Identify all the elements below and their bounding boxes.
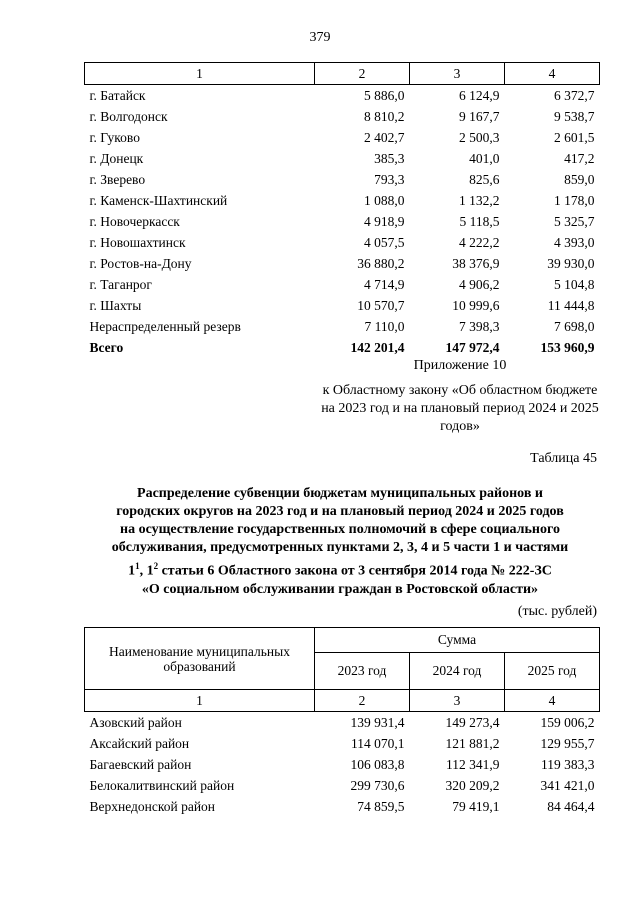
column-number: 1 <box>85 690 315 712</box>
row-value-cell: 2 601,5 <box>554 129 595 145</box>
table-row <box>85 316 600 337</box>
row-value-cell: 114 070,1 <box>351 735 405 751</box>
table-number: Таблица 45 <box>530 451 597 466</box>
title-line: городских округов на 2023 год и на плановый период 2024 и 2025 годов <box>116 504 564 519</box>
row-name-cell: Азовский район <box>89 714 182 730</box>
table-row <box>85 712 600 734</box>
title-line: Распределение субвенции бюджетам муниципальных районов и <box>137 486 543 501</box>
table-row <box>85 106 600 127</box>
table-row <box>85 274 600 295</box>
row-value-cell: 139 931,4 <box>350 714 405 730</box>
column-number: 2 <box>315 63 410 85</box>
row-name-cell: Белокалитвинский район <box>89 777 235 793</box>
column-header-sum: Сумма <box>315 628 600 653</box>
row-name-cell: Верхнедонской район <box>89 798 216 814</box>
table-row <box>85 775 600 796</box>
column-header-year: 2024 год <box>410 653 505 690</box>
column-number: 1 <box>85 63 315 85</box>
row-value-cell: 8 810,2 <box>364 108 405 124</box>
row-value-cell: 119 383,3 <box>541 756 595 772</box>
title-superscript: 1 <box>135 561 140 571</box>
column-number: 4 <box>505 63 600 85</box>
row-value-cell: 7 110,0 <box>364 318 405 334</box>
table-row <box>85 148 600 169</box>
row-value-cell: 6 372,7 <box>554 87 595 103</box>
table-row <box>85 211 600 232</box>
row-name-cell: г. Донецк <box>89 150 144 166</box>
total-2024: 147 972,4 <box>445 339 500 355</box>
title-text: , 1 <box>139 563 154 579</box>
table-header-row <box>85 63 600 85</box>
table-row <box>85 796 600 817</box>
row-value-cell: 11 444,8 <box>547 297 595 313</box>
row-value-cell: 7 698,0 <box>554 318 595 334</box>
row-value-cell: 1 178,0 <box>554 192 595 208</box>
row-value-cell: 10 570,7 <box>357 297 405 313</box>
row-value-cell: 129 955,7 <box>540 735 595 751</box>
column-header-year: 2025 год <box>505 653 600 690</box>
row-value-cell: 7 398,3 <box>459 318 500 334</box>
table-row <box>85 733 600 754</box>
column-header-year: 2023 год <box>315 653 410 690</box>
title-line: обслуживания, предусмотренных пунктами 2, 3, 4 и 5 части 1 и частями <box>111 540 569 555</box>
row-value-cell: 4 918,9 <box>364 213 405 229</box>
row-name-cell: г. Каменск-Шахтинский <box>89 192 228 208</box>
row-value-cell: 4 057,5 <box>364 234 405 250</box>
row-value-cell: 385,3 <box>374 150 405 166</box>
row-value-cell: 149 273,4 <box>445 714 500 730</box>
row-name-cell: г. Батайск <box>89 87 146 103</box>
row-value-cell: 417,2 <box>564 150 595 166</box>
row-value-cell: 112 341,9 <box>446 756 500 772</box>
row-value-cell: 320 209,2 <box>445 777 500 793</box>
title-text: 1 <box>128 563 136 579</box>
row-value-cell: 5 325,7 <box>554 213 595 229</box>
row-name-cell: г. Шахты <box>89 297 142 313</box>
row-value-cell: 6 124,9 <box>459 87 500 103</box>
row-name-cell: г. Волгодонск <box>89 108 168 124</box>
row-value-cell: 10 999,6 <box>452 297 500 313</box>
row-value-cell: 106 083,8 <box>350 756 405 772</box>
row-name-cell: г. Новошахтинск <box>89 234 186 250</box>
row-value-cell: 84 464,4 <box>547 798 595 814</box>
column-number: 3 <box>410 690 505 712</box>
row-value-cell: 4 714,9 <box>364 276 405 292</box>
column-header-name: Наименование муниципальных образований <box>85 628 315 690</box>
row-value-cell: 4 906,2 <box>459 276 500 292</box>
table-row <box>85 754 600 775</box>
row-value-cell: 38 376,9 <box>452 255 500 271</box>
row-value-cell: 793,3 <box>374 171 405 187</box>
row-value-cell: 859,0 <box>564 171 595 187</box>
subvention-table <box>84 627 600 817</box>
row-name-cell: г. Ростов-на-Дону <box>89 255 192 271</box>
row-value-cell: 341 421,0 <box>540 777 595 793</box>
total-2025: 153 960,9 <box>540 339 595 355</box>
page-number: 379 <box>309 30 331 45</box>
row-value-cell: 39 930,0 <box>547 255 595 271</box>
units-label: (тыс. рублей) <box>517 604 597 619</box>
row-value-cell: 1 088,0 <box>364 192 405 208</box>
row-value-cell: 299 730,6 <box>350 777 405 793</box>
row-value-cell: 121 881,2 <box>445 735 500 751</box>
title-superscript: 2 <box>153 561 159 571</box>
title-line <box>70 557 610 581</box>
row-name-cell: Аксайский район <box>89 735 190 751</box>
column-number: 4 <box>505 690 600 712</box>
table-row <box>85 127 600 148</box>
appendix-subtitle: к Областному закону «Об областном бюджете на 2023 год и на плановый период 2024 и 2025 годов» <box>321 383 599 434</box>
row-value-cell: 159 006,2 <box>540 714 595 730</box>
title-text: статьи 6 Областного закона от 3 сентября 2014 года № 222-ЗС <box>158 563 552 579</box>
table-row <box>85 295 600 316</box>
row-value-cell: 2 402,7 <box>364 129 405 145</box>
row-value-cell: 401,0 <box>469 150 500 166</box>
row-name-cell: г. Гуково <box>89 129 140 145</box>
row-name-cell: г. Таганрог <box>89 276 152 292</box>
appendix-title: Приложение 10 <box>413 358 507 373</box>
total-label: Всего <box>89 339 124 355</box>
title-line: «О социальном обслуживании граждан в Ростовской области» <box>141 581 539 597</box>
title-line: на осуществление государственных полномочий в сфере социального <box>120 522 560 537</box>
table-row <box>85 190 600 211</box>
row-value-cell: 79 419,1 <box>452 798 500 814</box>
table-row <box>85 253 600 274</box>
total-row <box>85 337 600 358</box>
table-row <box>85 232 600 253</box>
row-value-cell: 4 393,0 <box>554 234 595 250</box>
row-value-cell: 1 132,2 <box>459 192 500 208</box>
row-name-cell: Багаевский район <box>89 756 192 772</box>
row-name-cell: г. Зверево <box>89 171 146 187</box>
column-number: 3 <box>410 63 505 85</box>
row-value-cell: 9 538,7 <box>554 108 595 124</box>
table-row <box>85 85 600 107</box>
budget-table-continued <box>84 62 600 358</box>
row-value-cell: 825,6 <box>469 171 500 187</box>
row-value-cell: 74 859,5 <box>357 798 405 814</box>
row-value-cell: 36 880,2 <box>357 255 405 271</box>
row-value-cell: 4 222,2 <box>459 234 500 250</box>
row-name-cell: Нераспределенный резерв <box>89 318 241 334</box>
column-number: 2 <box>315 690 410 712</box>
total-2023: 142 201,4 <box>350 339 405 355</box>
table-row <box>85 169 600 190</box>
document-title <box>70 485 610 599</box>
row-value-cell: 5 104,8 <box>554 276 595 292</box>
row-value-cell: 5 886,0 <box>364 87 405 103</box>
row-name-cell: г. Новочеркасск <box>89 213 180 229</box>
row-value-cell: 5 118,5 <box>459 213 500 229</box>
row-value-cell: 2 500,3 <box>459 129 500 145</box>
row-value-cell: 9 167,7 <box>459 108 500 124</box>
